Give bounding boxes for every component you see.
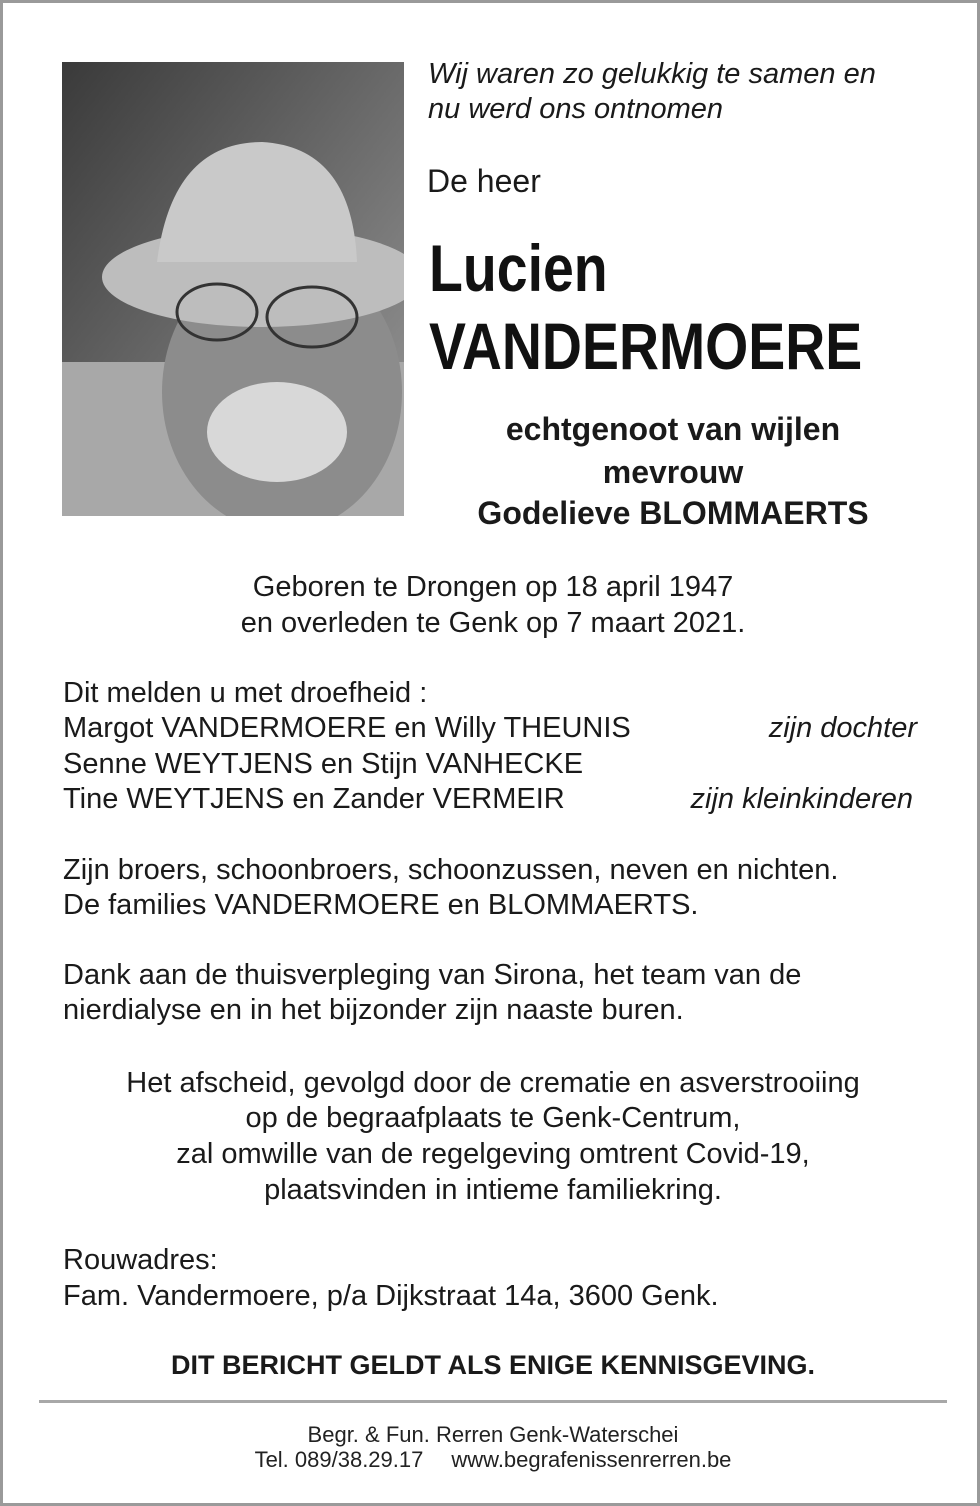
- family-relation: zijn dochter: [768, 712, 917, 744]
- divider: [39, 1400, 947, 1403]
- family-relation: zijn kleinkinderen: [690, 783, 913, 815]
- relatives-line: Zijn broers, schoonbroers, schoonzussen, neven en nichten.: [63, 854, 839, 886]
- thanks-line: Dank aan de thuisverpleging van Sirona, het team van de: [63, 959, 802, 991]
- thanks-line: nierdialyse en in het bijzonder zijn naaste buren.: [63, 994, 684, 1026]
- relatives-line: De families VANDERMOERE en BLOMMAERTS.: [63, 889, 699, 921]
- family-names: Tine WEYTJENS en Zander VERMEIR: [63, 783, 565, 815]
- first-name: Lucien: [429, 231, 608, 305]
- address-label: Rouwadres:: [63, 1244, 218, 1276]
- notice: DIT BERICHT GELDT ALS ENIGE KENNISGEVING.: [170, 1350, 816, 1380]
- portrait-photo: [62, 62, 404, 516]
- last-name: VANDERMOERE: [429, 309, 863, 383]
- quote-line: Wij waren zo gelukkig te samen en: [428, 58, 876, 90]
- farewell-line: op de begraafplaats te Genk-Centrum,: [245, 1102, 741, 1134]
- spouse-name: Godelieve BLOMMAERTS: [477, 495, 869, 531]
- family-names: Margot VANDERMOERE en Willy THEUNIS: [63, 712, 631, 744]
- spouse-line: echtgenoot van wijlen: [505, 411, 841, 447]
- funeral-company: Begr. & Fun. Rerren Genk-Waterschei: [307, 1422, 679, 1447]
- spouse-line: mevrouw: [602, 454, 744, 490]
- farewell-line: Het afscheid, gevolgd door de crematie en asverstrooiing: [126, 1067, 860, 1099]
- phone: Tel. 089/38.29.17: [254, 1447, 424, 1472]
- farewell-line: plaatsvinden in intieme familiekring.: [264, 1174, 722, 1206]
- address: Fam. Vandermoere, p/a Dijkstraat 14a, 3600 Genk.: [63, 1280, 719, 1312]
- footer-contact: [3, 1447, 980, 1473]
- announcers-intro: Dit melden u met droefheid :: [63, 677, 428, 709]
- farewell-line: zal omwille van de regelgeving omtrent Covid-19,: [176, 1138, 810, 1170]
- title-prefix: De heer: [427, 163, 541, 199]
- family-names: Senne WEYTJENS en Stijn VANHECKE: [63, 748, 584, 780]
- website-link[interactable]: www.begrafenissenrerren.be: [451, 1447, 732, 1472]
- quote-line: nu werd ons ontnomen: [428, 93, 724, 125]
- birth-line: Geboren te Drongen op 18 april 1947: [252, 571, 734, 603]
- death-line: en overleden te Genk op 7 maart 2021.: [240, 607, 746, 639]
